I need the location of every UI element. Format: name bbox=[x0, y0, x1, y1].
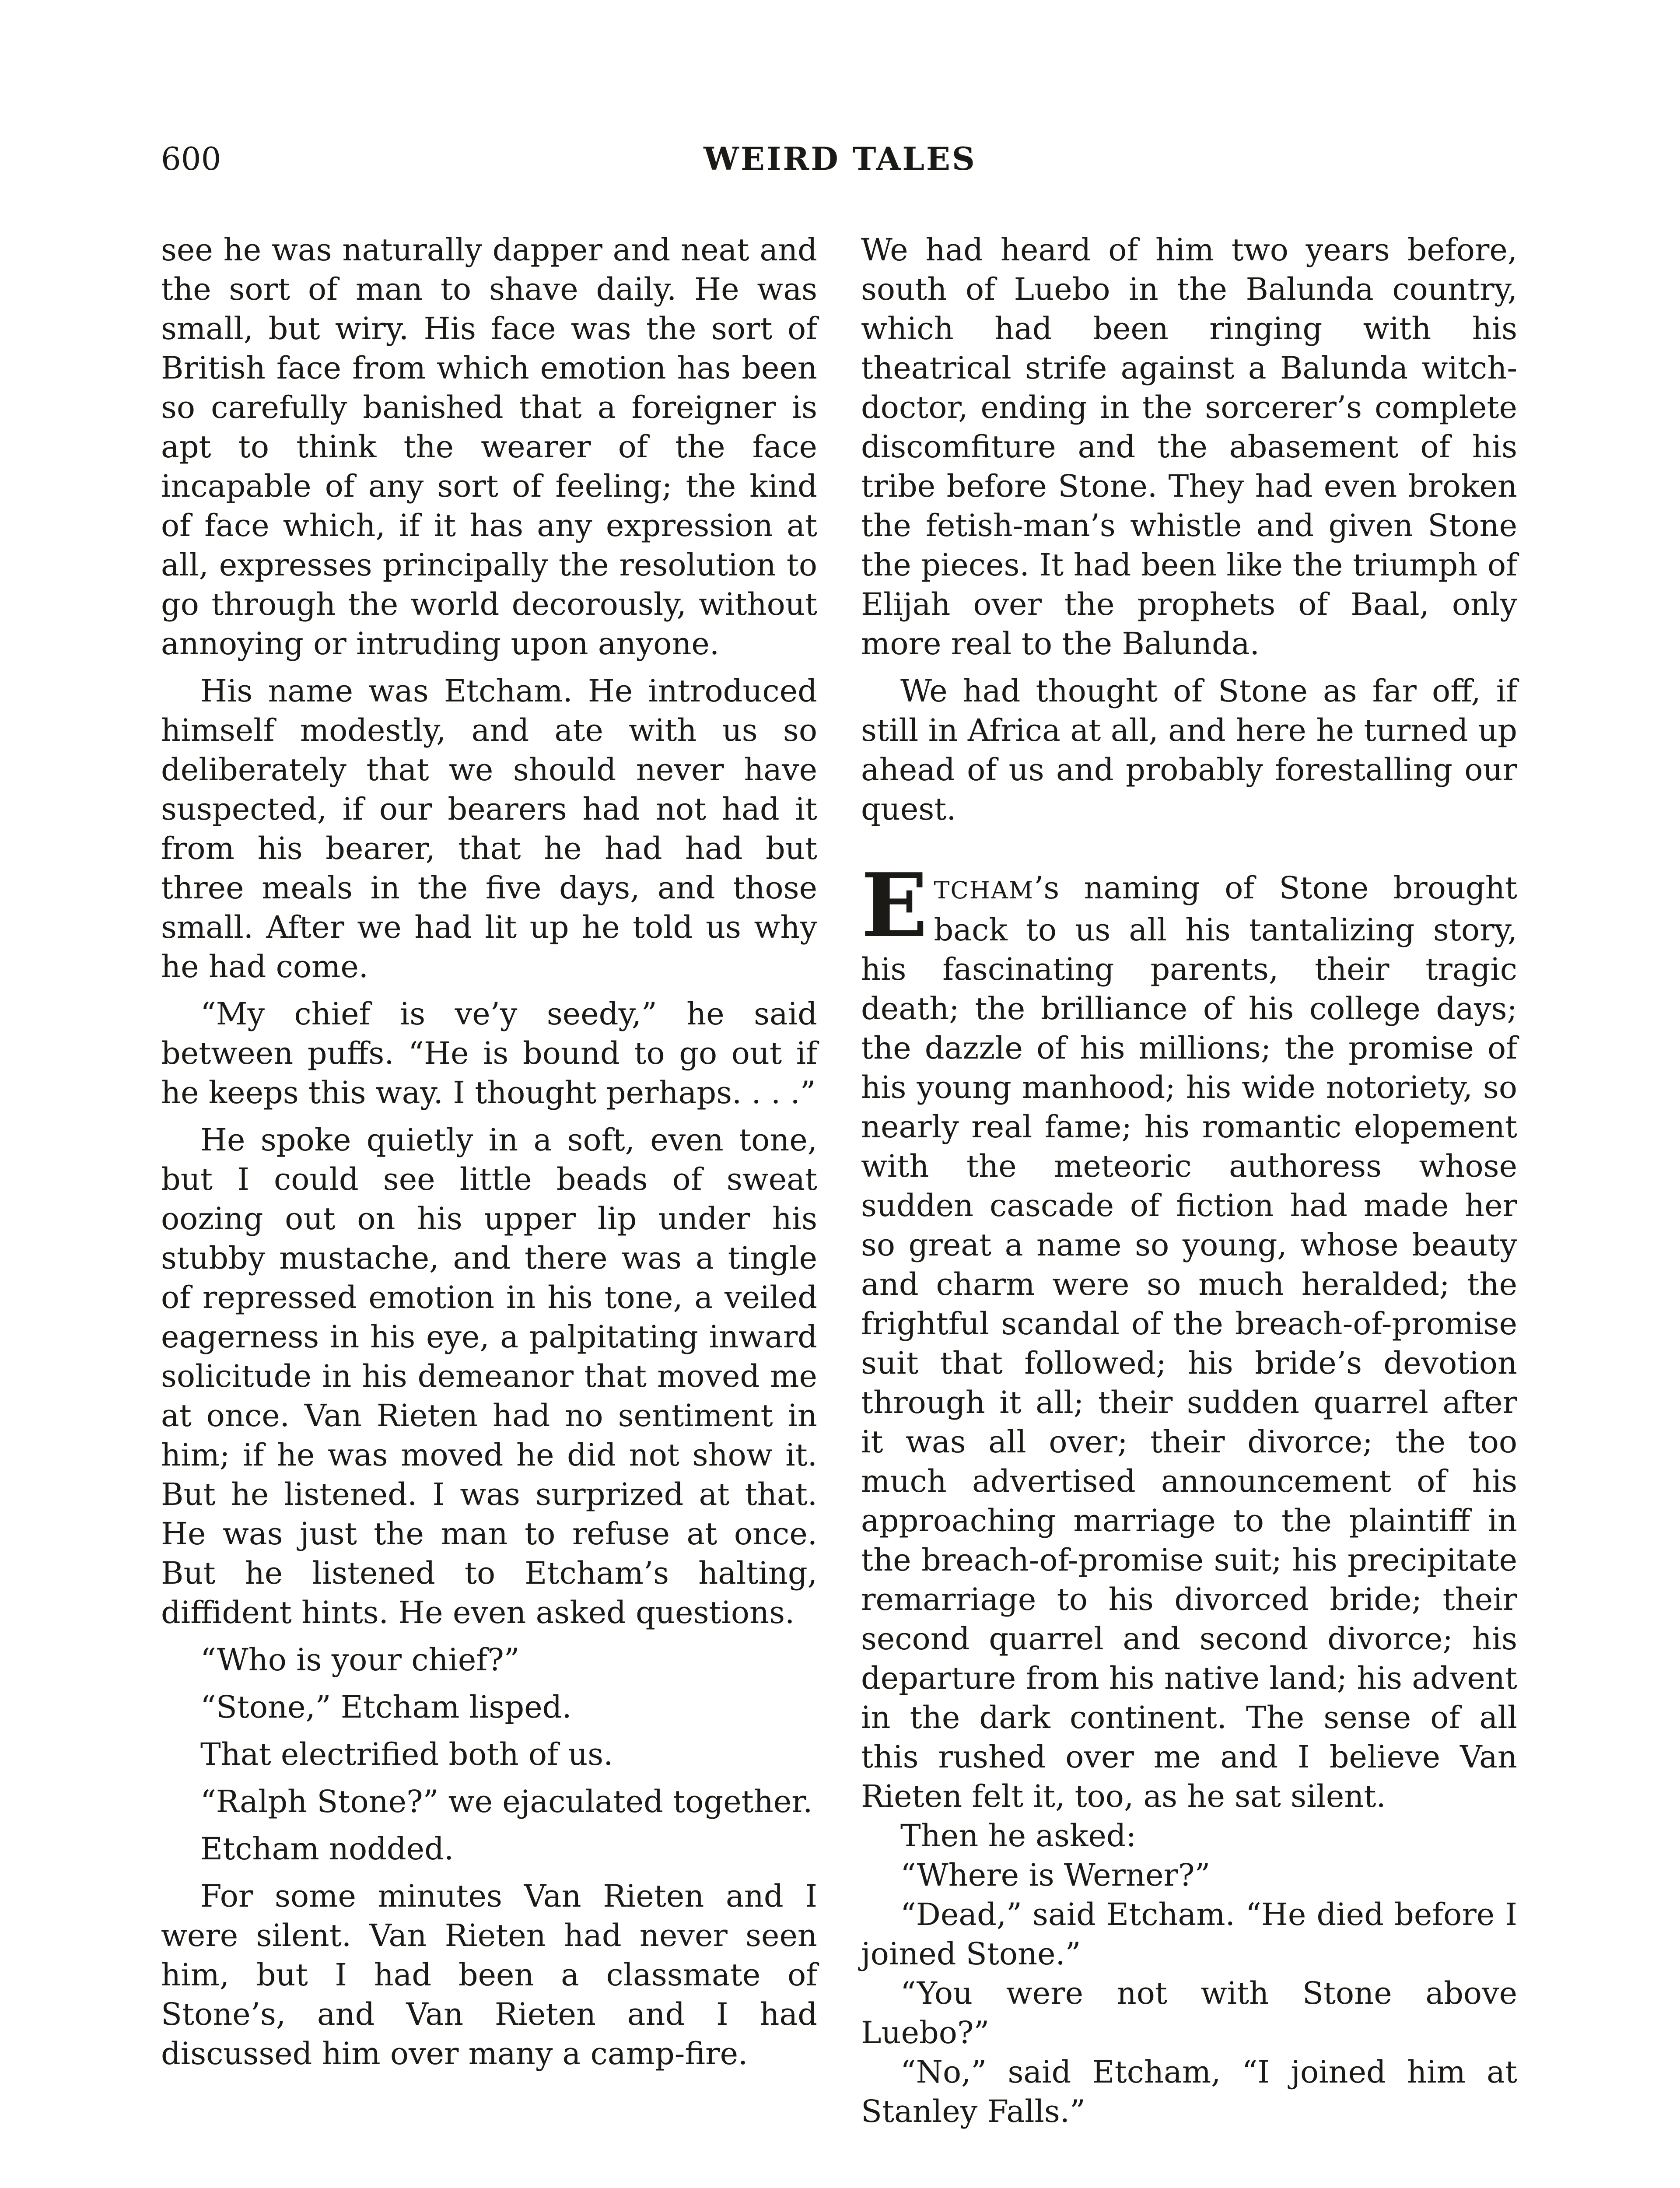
paragraph: We had thought of Stone as far off, if still in Africa at all, and here he turned up ahead of us and probably forestalling our quest. bbox=[861, 673, 1517, 827]
paragraph: He spoke quietly in a soft, even tone, but I could see little beads of sweat oozing out on his upper lip under his stubby mustache, and there was a tingle of repressed emotion in his tone, a veiled eagerness in his eye, a palpitating inward solicitude in his demeanor that moved me at once. Van Rieten had no sentiment in him; if he was moved he did not show it. But he listened. I was surprized at that. He was just the man to refuse at once. But he listened to Etcham’s halting, diffident hints. He even asked questions. bbox=[161, 1122, 817, 1630]
paragraph-text: ’s naming of Stone brought back to us all his tantalizing story, his fascinating parents, their tragic death; the brilliance of his college days; the dazzle of his millions; the promise of his young manhood; his wide notoriety, so nearly real fame; his romantic elopement with the meteoric authoress whose sudden cascade of fiction had made her so great a name so young, whose beauty and charm were so much heralded; the frightful scandal of the breach-of-promise suit that followed; his bride’s devotion through it all; their sudden quarrel after it was all over; their divorce; the too much advertised announcement of his approaching marriage to the plaintiff in the breach-of-promise suit; his precipitate remarriage to his divorced bride; their second quarrel and second divorce; his departure from his native land; his advent in the dark continent. The sense of all this rushed over me and I believe Van Rieten felt it, too, as he sat silent. bbox=[861, 870, 1517, 1814]
paragraph: “Ralph Stone?” we ejaculated together. bbox=[200, 1784, 813, 1820]
paragraph: see he was naturally dapper and neat and the sort of man to shave daily. He was small, but wiry. His face was the sort of British face from which emotion has been so carefully banished that a foreigner is apt to think the wearer of the face incapable of any sort of feeling; the kind of face which, if it has any expression at all, expresses principally the resolution to go through the world decorously, without annoying or intruding upon anyone. bbox=[161, 232, 817, 662]
paragraph: “Where is Werner?” bbox=[900, 1857, 1211, 1893]
paragraph: His name was Etcham. He introduced himself modestly, and ate with us so deliberately that we should never have suspected, if our bearers had not had it from his bearer, that he had had but three meals in the five days, and those small. After we had lit up he told us why he had come. bbox=[161, 673, 817, 985]
paragraph: Then he asked: bbox=[900, 1818, 1137, 1854]
running-head bbox=[161, 139, 1519, 179]
paragraph: “Dead,” said Etcham. “He died before I joined Stone.” bbox=[861, 1897, 1517, 1972]
paragraph: “Who is your chief?” bbox=[200, 1642, 520, 1678]
left-column bbox=[161, 230, 817, 2073]
paragraph: For some minutes Van Rieten and I were silent. Van Rieten had never seen him, but I had been a classmate of Stone’s, and Van Rieten and I had discussed him over many a camp-fire. bbox=[161, 1878, 817, 2072]
drop-cap: E bbox=[861, 854, 928, 957]
paragraph: “My chief is ve’y seedy,” he said between puffs. “He is bound to go out if he keeps this way. I thought perhaps. . . .” bbox=[161, 996, 817, 1111]
section-break bbox=[861, 829, 1517, 868]
small-caps-word: TCHAM bbox=[934, 877, 1034, 904]
right-column bbox=[861, 230, 1517, 2131]
paragraph: “Stone,” Etcham lisped. bbox=[200, 1689, 572, 1725]
paragraph: That electrified both of us. bbox=[200, 1736, 613, 1772]
paragraph: We had heard of him two years before, south of Luebo in the Balunda country, which had been ringing with his theatrical strife against a Balunda witch-doctor, ending in the sorcerer’s complete discomfiture and the abasement of his tribe before Stone. They had even broken the fetish-man’s whistle and given Stone the pieces. It had been like the triumph of Elijah over the prophets of Baal, only more real to the Balunda. bbox=[861, 232, 1517, 662]
paragraph: Etcham nodded. bbox=[200, 1831, 454, 1867]
paragraph: “You were not with Stone above Luebo?” bbox=[861, 1975, 1517, 2051]
magazine-title: WEIRD TALES bbox=[704, 140, 976, 177]
page-number: 600 bbox=[161, 140, 221, 177]
section-opening-paragraph bbox=[861, 854, 1517, 1816]
paragraph: “No,” said Etcham, “I joined him at Stanley Falls.” bbox=[861, 2054, 1517, 2129]
